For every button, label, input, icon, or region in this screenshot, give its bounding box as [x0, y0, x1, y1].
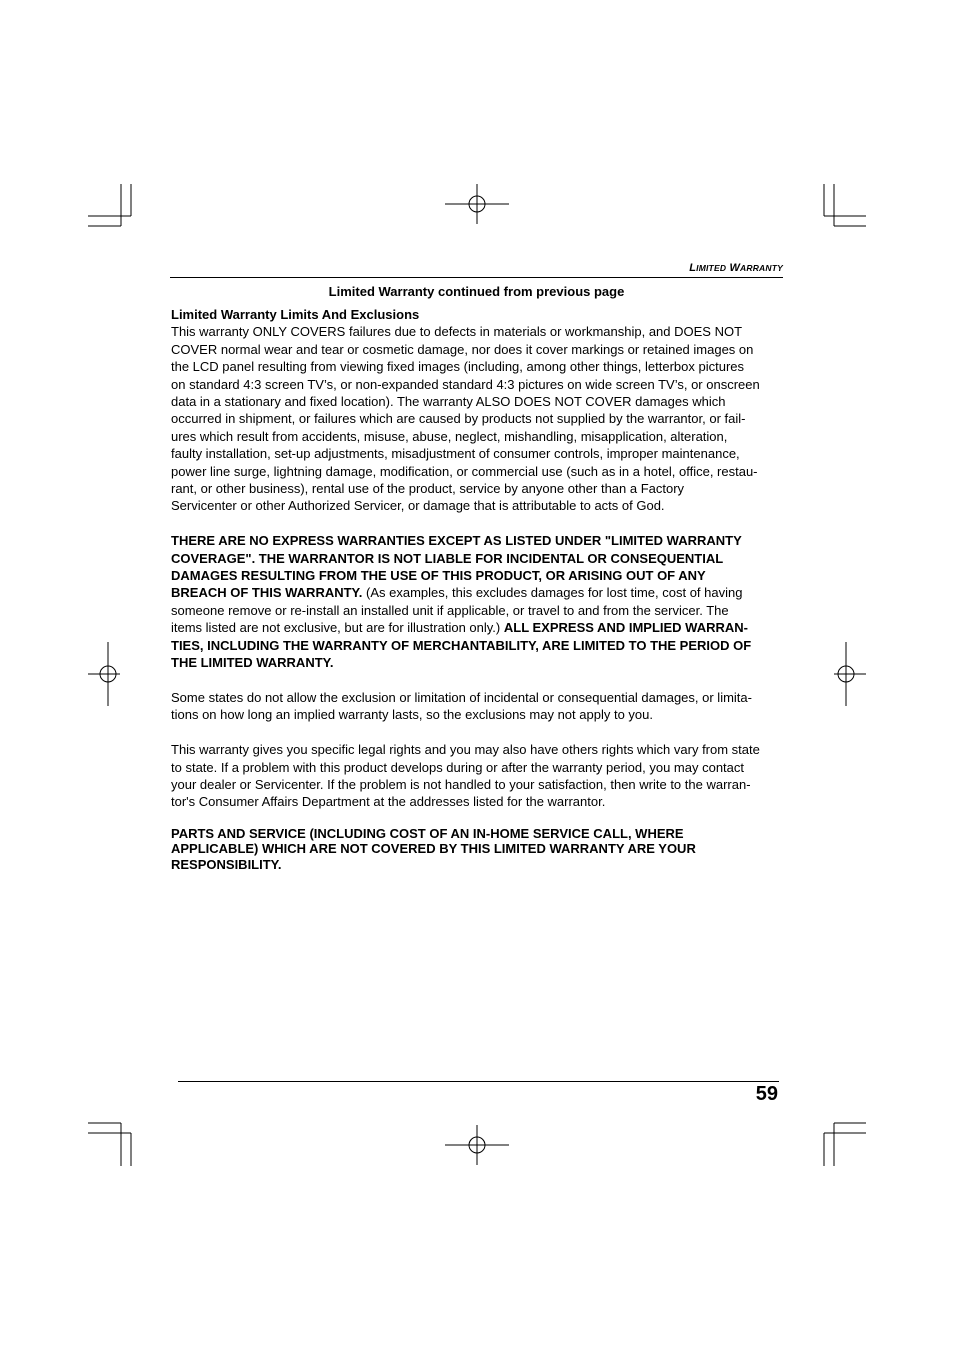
- paragraph-state-exclusions: [171, 689, 791, 724]
- text-line: power line surge, lightning damage, modification, or commercial use (such as in a hotel, office, restau-: [171, 463, 758, 479]
- text-line: RESPONSIBILITY.: [171, 857, 282, 873]
- paragraph-legal-rights: [171, 741, 791, 811]
- text-line: tions on how long an implied warranty lasts, so the exclusions may not apply to you.: [171, 707, 653, 723]
- text-line: Servicenter or other Authorized Servicer, or damage that is attributable to acts of God.: [171, 498, 665, 514]
- text-line: [171, 584, 791, 601]
- text-line: on standard 4:3 screen TV’s, or non-expanded standard 4:3 pictures on wide screen TV’s, or onscreen: [171, 376, 760, 392]
- paragraph-gap: [171, 724, 791, 741]
- text-line: COVER normal wear and tear or cosmetic damage, nor does it cover markings or retained images on: [171, 341, 754, 357]
- paragraph-gap: [171, 811, 791, 826]
- text-line: Some states do not allow the exclusion or limitation of incidental or consequential damages, or limita-: [171, 689, 752, 705]
- text-line: This warranty ONLY COVERS failures due to defects in materials or workmanship, and DOES NOT: [171, 324, 743, 340]
- footer-rule: [178, 1081, 779, 1082]
- continued-note: Limited Warranty continued from previous page: [328, 284, 625, 299]
- text-line: ures which result from accidents, misuse, abuse, neglect, mishandling, misapplication, alteration,: [171, 428, 728, 444]
- header-rule: [170, 277, 783, 278]
- header-initial-2: W: [729, 262, 741, 274]
- warranty-body: [171, 306, 791, 873]
- text-line: APPLICABLE) WHICH ARE NOT COVERED BY THIS LIMITED WARRANTY ARE YOUR: [171, 841, 696, 857]
- text-line: TIES, INCLUDING THE WARRANTY OF MERCHANTABILITY, ARE LIMITED TO THE PERIOD OF: [171, 637, 752, 653]
- text-line: THERE ARE NO EXPRESS WARRANTIES EXCEPT AS LISTED UNDER "LIMITED WARRANTY: [171, 533, 742, 549]
- page-number: 59: [755, 1083, 778, 1105]
- bold-run: ALL EXPRESS AND IMPLIED WARRAN-: [503, 620, 748, 636]
- normal-run: items listed are not exclusive, but are for illustration only.): [171, 620, 504, 636]
- paragraph-gap: [171, 672, 791, 689]
- text-line: someone remove or re-install an installed unit if applicable, or travel to and from the servicer. The: [171, 602, 729, 618]
- text-line: THE LIMITED WARRANTY.: [171, 655, 334, 671]
- header-rest-1: IMITED: [696, 263, 727, 273]
- text-line: COVERAGE". THE WARRANTOR IS NOT LIABLE FOR INCIDENTAL OR CONSEQUENTIAL: [171, 550, 724, 566]
- text-line: tor's Consumer Affairs Department at the addresses listed for the warrantor.: [171, 794, 606, 810]
- paragraph-coverage-limits: [171, 323, 791, 514]
- text-line: PARTS AND SERVICE (INCLUDING COST OF AN IN-HOME SERVICE CALL, WHERE: [171, 825, 684, 841]
- text-line: rant, or other business), rental use of the product, service by anyone other than a Factory: [171, 481, 685, 497]
- text-line: [171, 619, 791, 636]
- text-line: DAMAGES RESULTING FROM THE USE OF THIS PRODUCT, OR ARISING OUT OF ANY: [171, 568, 706, 584]
- section-heading: Limited Warranty Limits And Exclusions: [171, 307, 420, 322]
- text-line: faulty installation, set-up adjustments, misadjustment of consumer controls, improper maintenance,: [171, 446, 740, 462]
- paragraph-parts-and-service: [171, 826, 791, 873]
- header-initial-1: L: [689, 262, 697, 274]
- text-line: the LCD panel resulting from viewing fixed images (including, among other things, letterbox pictures: [171, 359, 745, 375]
- text-line: data in a stationary and fixed location). The warranty ALSO DOES NOT COVER damages which: [171, 394, 726, 410]
- paragraph-no-express-warranties: [171, 532, 791, 671]
- bold-run: BREACH OF THIS WARRANTY.: [171, 585, 363, 601]
- text-line: to state. If a problem with this product develops during or after the warranty period, you may contact: [171, 759, 745, 775]
- text-line: This warranty gives you specific legal rights and you may also have others rights which vary from state: [171, 742, 760, 758]
- text-line: occurred in shipment, or failures which are caused by products not supplied by the warrantor, or fail-: [171, 411, 746, 427]
- text-line: your dealer or Servicenter. If the problem is not handled to your satisfaction, then write to the warran-: [171, 776, 751, 792]
- running-header: [689, 262, 783, 274]
- header-rest-2: ARRANTY: [740, 263, 783, 273]
- normal-run: (As examples, this excludes damages for lost time, cost of having: [362, 585, 743, 601]
- paragraph-gap: [171, 515, 791, 532]
